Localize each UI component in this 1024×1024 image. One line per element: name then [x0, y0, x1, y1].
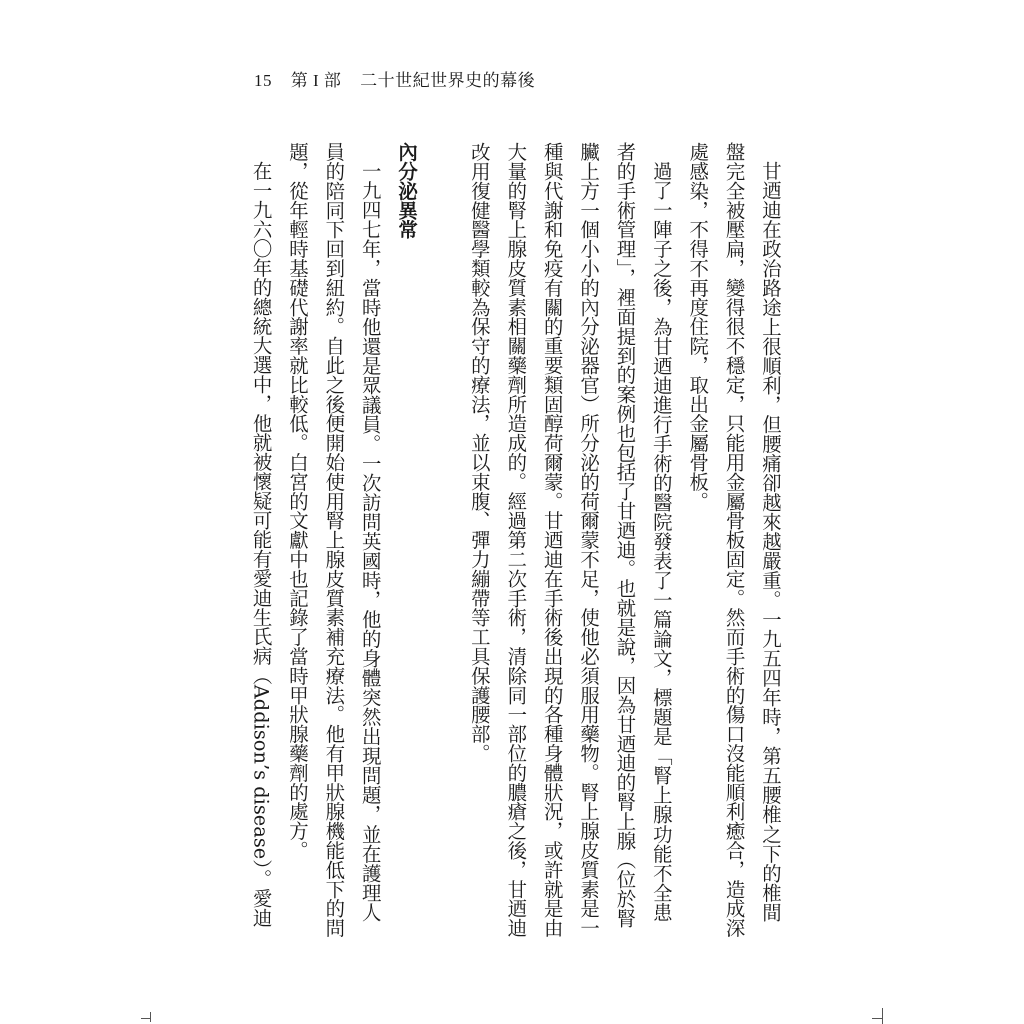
- text-line: 者的手術管理」，裡面提到的案例也包括了甘迺迪。也就是說，因為甘迺迪的腎上腺（位於腎: [613, 142, 637, 928]
- part-label: 第 I 部: [290, 71, 342, 90]
- text-line: 一九四七年，當時他還是眾議員。一次訪問英國時，他的身體突然出現問題，並在護理人: [358, 161, 382, 922]
- text-line: 甘迺迪在政治路途上很順利，但腰痛卻越來越嚴重。一九五四年時，第五腰椎之下的椎間: [759, 161, 782, 922]
- text-line: 在一九六〇年的總統大選中，他就被懷疑可能有愛迪生氏病（Addison’s disease）。愛迪: [249, 161, 273, 928]
- text-line: 過了一陣子之後，為甘迺迪進行手術的醫院發表了一篇論文，標題是「腎上腺功能不全患: [649, 161, 673, 922]
- page-number: 15: [254, 71, 272, 90]
- crop-mark-left: [140, 1012, 151, 1022]
- book-section-title: 二十世紀世界史的幕後: [360, 71, 536, 90]
- text-line: 盤完全被壓扁，變得很不穩定，只能用金屬骨板固定。然而手術的傷口沒能順利癒合，造成深: [722, 142, 746, 938]
- crop-mark-right: [872, 1018, 882, 1019]
- text-line: 臟上方一個小小的內分泌器官）所分泌的荷爾蒙不足，使他必須服用藥物。腎上腺皮質素是一: [577, 142, 601, 938]
- text-line: 題，從年輕時基礎代謝率就比較低。白宮的文獻中也記錄了當時甲狀腺藥劑的處方。: [285, 142, 309, 860]
- text-line: 處感染，不得不再度住院，取出金屬骨板。: [686, 142, 710, 511]
- crop-mark-left: [141, 1018, 151, 1019]
- text-line: 大量的腎上腺皮質素相關藥劑所造成的。經過第二次手術，清除同一部位的膿瘡之後，甘迺迪: [504, 142, 528, 938]
- vertical-body-text: [242, 142, 788, 938]
- text-line: 改用復健醫學類較為保守的療法，並以束腹、彈力繃帶等工具保護腰部。: [467, 142, 491, 763]
- running-header: [254, 66, 549, 91]
- text-line: 員的陪同下回到紐約。自此之後便開始使用腎上腺皮質素補充療法。他有甲狀腺機能低下的問: [322, 142, 346, 938]
- blank-line: [424, 142, 460, 922]
- crop-mark-right: [882, 1008, 893, 1024]
- text-line: 種與代謝和免疫有關的重要類固醇荷爾蒙。甘迺迪在手術後出現的各種身體狀況，或許就是由: [540, 142, 564, 938]
- section-heading: 內分泌異常: [395, 142, 419, 239]
